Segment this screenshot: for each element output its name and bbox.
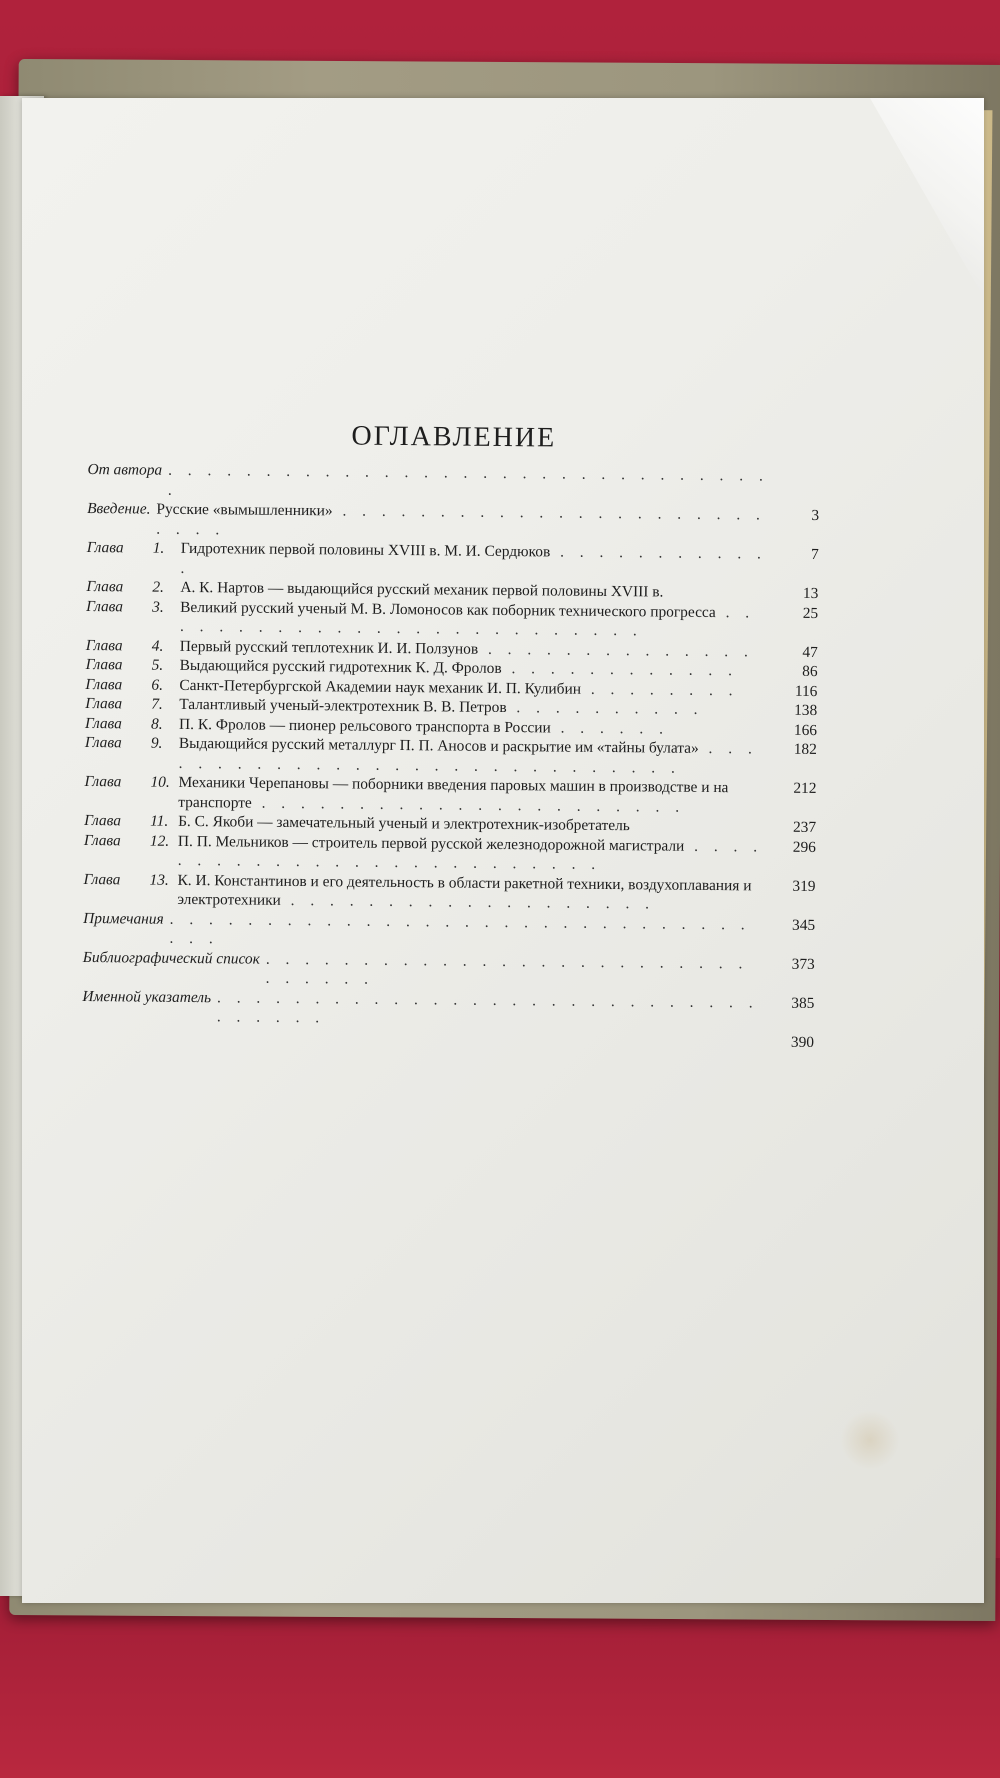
leader-dots: . . . . . . . . . . xyxy=(506,699,704,718)
toc-label: Глава xyxy=(84,811,122,830)
toc-number: 12. xyxy=(149,832,170,850)
toc-text: Талантливый ученый-электротехник В. В. Петров . . . . . . . . . . xyxy=(179,695,704,718)
toc-label: Глава xyxy=(85,655,123,674)
toc-text: П. К. Фролов — пионер рельсового транспорта в России . . . . . . xyxy=(178,715,670,738)
toc-entry xyxy=(83,908,815,954)
toc-page: 182 xyxy=(793,740,817,759)
toc-text: Первый русский теплотехник И. И. Ползунов . . . . . . . . . . . . . . xyxy=(179,637,754,660)
toc-page: 345 xyxy=(791,916,816,934)
toc-number: 3. xyxy=(152,598,164,616)
leader-dots: . . . . . . . . . . . . . . xyxy=(478,640,754,660)
toc-label: Глава xyxy=(85,675,123,693)
toc-page: 86 xyxy=(802,662,818,681)
toc-label: Глава xyxy=(85,636,123,654)
leader-dots: . . . . . . . . . . . . xyxy=(501,659,739,680)
leader-dots: . . . . . . . . . . . . . . . . . . . . . . xyxy=(251,794,686,816)
toc-number: 9. xyxy=(150,734,163,752)
toc-page: 47 xyxy=(802,643,818,661)
toc-text xyxy=(169,909,767,954)
toc-label: Именной указатель xyxy=(82,987,212,1006)
toc-number: 11. xyxy=(150,812,169,830)
toc-text: А. К. Нартов — выдающийся русский механик первой половины XVIII в. xyxy=(180,578,664,601)
toc-number: 1. xyxy=(152,539,165,557)
toc-text: Русские «вымышленники» . . . . . . . . . . . . . . . . . . . . . . . . . . xyxy=(156,500,767,538)
toc-label: Введение. xyxy=(87,499,151,518)
toc-text: Гидротехник первой половины XVIII в. М. И. Сердюков . . . . . . . . . . . . xyxy=(180,539,767,577)
toc-page: 25 xyxy=(802,604,819,622)
toc-text: П. П. Мельников — строитель первой русской железнодорожной магистрали . . . . . . . . . . . . . . . . . . . . . . . . . . xyxy=(177,832,764,873)
toc-number: 5. xyxy=(151,656,164,674)
paper-stain xyxy=(840,1410,900,1470)
leader-dots: . . . . . . . . . . . . . . . . . . . xyxy=(280,891,656,913)
toc-label: Глава xyxy=(83,831,121,849)
leader-dots: . . . . . . . . . . . . . . . . . . . . . . . . . . . . . . . xyxy=(265,950,749,988)
toc-page: 13 xyxy=(802,584,819,603)
toc-number: 7. xyxy=(151,695,163,713)
leader-dots: . . . . . . . . . . . . . . . . . . . . . . . . . . xyxy=(177,837,764,873)
toc-page: 212 xyxy=(793,779,817,798)
toc-text: Санкт-Петербургской Академии наук механик И. П. Кулибин . . . . . . . . xyxy=(179,676,739,699)
toc-page: 116 xyxy=(794,682,818,700)
toc-number: 10. xyxy=(150,773,170,791)
toc-text xyxy=(217,988,767,1032)
leader-dots: . . . . . . xyxy=(550,718,670,738)
leader-dots: . . . . . . . . xyxy=(580,680,739,699)
toc-text xyxy=(168,461,772,506)
toc-label: Глава xyxy=(86,597,124,615)
leader-dots: . . . . . . . . . . . . . . . . . . . . . . . . . . . . . . . . . xyxy=(169,910,751,948)
toc-page: 138 xyxy=(794,701,818,720)
toc-label: Глава xyxy=(83,870,121,888)
toc-label: Глава xyxy=(85,694,123,713)
toc-number: 6. xyxy=(151,676,164,694)
leader-dots: . . . . . . . . . . . . . . . . . . . . . . . . . . . . . . . . . . xyxy=(216,988,759,1027)
toc-label: Глава xyxy=(84,772,122,791)
toc-page: 7 xyxy=(810,545,819,564)
toc-number: 4. xyxy=(151,637,164,655)
table-of-contents xyxy=(82,418,820,1052)
toc-title: ОГЛАВЛЕНИЕ xyxy=(351,420,557,454)
toc-number: 13. xyxy=(149,871,169,889)
toc-page: 237 xyxy=(792,818,817,837)
toc-text xyxy=(266,949,767,993)
toc-text: Великий русский ученый М. В. Ломоносов как поборник технического прогресса . . . . . . . . . . . . . . . . . . . . . . . . . . xyxy=(179,598,756,640)
toc-label: Библиографический список xyxy=(82,948,260,968)
toc-label: От автора xyxy=(87,460,163,479)
leader-dots: . . . . . . . . . . . . . . . . . . . . . . . . . . . . . xyxy=(178,739,758,777)
leader-dots: . . . . . . . . . . . . . . . . . . . . . . . . . . . . . . . . xyxy=(167,461,769,499)
toc-label: Глава xyxy=(86,577,124,596)
toc-text: Б. С. Якоби — замечательный ученый и электротехник-изобретатель xyxy=(178,812,630,835)
toc-label: Глава xyxy=(84,714,122,732)
toc-page: 390 xyxy=(790,1033,815,1051)
toc-text: Выдающийся русский гидротехник К. Д. Фролов . . . . . . . . . . . . xyxy=(179,656,739,680)
leader-dots: . . . . . . . . . . . . . . . . . . . . . . . . . . xyxy=(156,502,767,538)
toc-page: 296 xyxy=(792,838,816,856)
toc-number: 8. xyxy=(150,715,163,733)
leader-dots: . . . . . . . . . . . . xyxy=(180,543,767,577)
leader-dots: . . . . . . . . . . . . . . . . . . . . . . . . . . xyxy=(179,603,756,640)
toc-text: К. И. Константинов и его деятельность в области ракетной техники, воздухоплавания и электротехники . . . . . . . . . . . . . . . . . . . xyxy=(177,871,752,913)
toc-label: Глава xyxy=(84,733,122,752)
toc-page: 373 xyxy=(791,955,815,973)
toc-text: Механики Черепановы — поборники введения паровых машин в производстве и на транспорте . . . . . . . . . . . . . . . . . . . . . . xyxy=(178,773,729,816)
toc-label: Глава xyxy=(86,538,124,557)
toc-page: 385 xyxy=(791,994,815,1012)
toc-label: Примечания xyxy=(83,909,164,928)
toc-text: Выдающийся русский металлург П. П. Аносов и раскрытие им «тайны булата» . . . . . . . . . . . . . . . . . . . . . . . . . . . . . xyxy=(178,734,758,777)
toc-page: 319 xyxy=(792,877,816,895)
toc-page: 166 xyxy=(793,721,818,739)
toc-page: 3 xyxy=(811,506,820,525)
toc-number: 2. xyxy=(152,578,165,596)
